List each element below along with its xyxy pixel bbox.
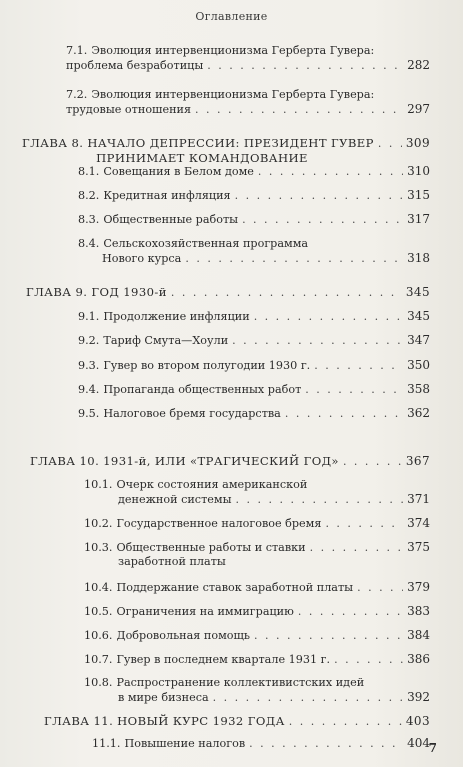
toc-page-number: 350: [407, 358, 430, 372]
toc-entry-9-2[interactable]: 9.2. Тариф Смута—Хоули . . . 347: [78, 333, 430, 348]
toc-page-number: 358: [407, 382, 430, 396]
toc-entry-8-1[interactable]: 8.1. Совещания в Белом доме . . . 310: [78, 164, 430, 179]
toc-page-number: 318: [407, 251, 430, 265]
toc-entry-title-cont: денежной системы: [118, 493, 232, 506]
toc-entry-10-4[interactable]: 10.4. Поддержание ставок заработной платы . . . 379: [84, 580, 430, 595]
toc-chapter-11[interactable]: ГЛАВА 11. НОВЫЙ КУРС 1932 ГОДА . . . 403: [44, 714, 430, 729]
toc-chapter-8[interactable]: ГЛАВА 8. НАЧАЛО ДЕПРЕССИИ: ПРЕЗИДЕНТ ГУВЕР . . . 309 ПРИНИМАЕТ КОМАНДОВАНИЕ: [22, 136, 430, 165]
toc-entry-title: Общественные работы и ставки: [116, 541, 306, 554]
toc-entry-title: Повышение налогов: [124, 737, 246, 750]
toc-entry-title-cont: заработной платы: [118, 555, 226, 568]
toc-entry-title: Поддержание ставок заработной платы: [116, 581, 354, 594]
toc-page-number: 347: [407, 333, 430, 347]
toc-page-number: 345: [407, 309, 430, 323]
toc-page-number: 315: [407, 188, 430, 202]
toc-entry-11-1[interactable]: 11.1. Повышение налогов . . . 404: [92, 736, 430, 751]
toc-entry-10-6[interactable]: 10.6. Добровольная помощь . . . 384: [84, 628, 430, 643]
toc-entry-title-cont: Нового курса: [102, 252, 182, 265]
toc-entry-title: Эволюция интервенционизма Герберта Гувера:: [91, 88, 375, 101]
toc-entry-title: Тариф Смута—Хоули: [103, 334, 229, 347]
toc-entry-8-4[interactable]: 8.4. Сельскохозяйственная программа Нового курса . . . 318: [78, 237, 430, 266]
toc-page-number: 403: [405, 714, 430, 728]
toc-chapter-title: НАЧАЛО ДЕПРЕССИИ: ПРЕЗИДЕНТ ГУВЕР: [87, 136, 374, 150]
toc-page-number: 371: [407, 492, 430, 506]
toc-entry-title-cont: проблема безработицы: [66, 59, 204, 72]
toc-chapter-10[interactable]: ГЛАВА 10. 1931-й, ИЛИ «ТРАГИЧЕСКИЙ ГОД» . . . 367: [30, 454, 430, 469]
toc-entry-8-2[interactable]: 8.2. Кредитная инфляция . . . 315: [78, 188, 430, 203]
toc-entry-title: Сельскохозяйственная программа: [103, 237, 309, 250]
toc-entry-7-2[interactable]: 7.2. Эволюция интервенционизма Герберта Гувера: трудовые отношения . . . 297: [66, 88, 430, 117]
toc-page-number: 374: [407, 516, 430, 530]
toc-entry-title: Ограничения на иммиграцию: [116, 605, 294, 618]
toc-page-number: 317: [407, 212, 430, 226]
toc-page-number: 384: [407, 628, 430, 642]
running-header: Оглавление: [195, 10, 268, 23]
toc-entry-9-3[interactable]: 9.3. Гувер во втором полугодии 1930 г. . . . 350: [78, 358, 430, 373]
toc-entry-title-cont: в мире бизнеса: [118, 691, 209, 704]
toc-page-number: 404: [407, 736, 430, 750]
toc-chapter-title: НОВЫЙ КУРС 1932 ГОДА: [117, 714, 285, 728]
toc-entry-title: Добровольная помощь: [116, 629, 251, 642]
toc-entry-9-1[interactable]: 9.1. Продолжение инфляции . . . 345: [78, 309, 430, 324]
toc-entry-10-1[interactable]: 10.1. Очерк состояния американской денежной системы . . . 371: [84, 478, 430, 507]
toc-page-number: 282: [407, 58, 430, 72]
toc-entry-title-cont: трудовые отношения: [66, 103, 192, 116]
toc-page-number: 386: [407, 652, 430, 666]
toc-entry-title: Распространение коллективистских идей: [116, 676, 365, 689]
toc-entry-10-5[interactable]: 10.5. Ограничения на иммиграцию . . . 383: [84, 604, 430, 619]
toc-entry-title: Эволюция интервенционизма Герберта Гувера:: [91, 44, 375, 57]
toc-entry-title: Государственное налоговое бремя: [116, 517, 322, 530]
toc-page-number: 309: [405, 136, 430, 150]
toc-page-number: 297: [407, 102, 430, 116]
toc-entry-title: Кредитная инфляция: [103, 189, 231, 202]
toc-page-number: 392: [407, 690, 430, 704]
toc-page-number: 367: [405, 454, 430, 468]
toc-entry-9-4[interactable]: 9.4. Пропаганда общественных работ . . . 358: [78, 382, 430, 397]
toc-page-number: 379: [407, 580, 430, 594]
toc-chapter-9[interactable]: ГЛАВА 9. ГОД 1930-й . . . 345: [26, 285, 430, 300]
toc-entry-title: Гувер во втором полугодии 1930 г.: [103, 359, 311, 372]
toc-page-number: 310: [407, 164, 430, 178]
toc-entry-10-2[interactable]: 10.2. Государственное налоговое бремя . . . 374: [84, 516, 430, 531]
toc-entry-title: Общественные работы: [103, 213, 239, 226]
toc-entry-8-3[interactable]: 8.3. Общественные работы . . . 317: [78, 212, 430, 227]
toc-page-number: 345: [405, 285, 430, 299]
toc-chapter-title: 1931-й, ИЛИ «ТРАГИЧЕСКИЙ ГОД»: [103, 454, 339, 468]
toc-entry-title: Гувер в последнем квартале 1931 г.: [116, 653, 331, 666]
toc-entry-10-7[interactable]: 10.7. Гувер в последнем квартале 1931 г. . . . 386: [84, 652, 430, 667]
toc-entry-title: Продолжение инфляции: [103, 310, 250, 323]
toc-entry-title: Совещания в Белом доме: [103, 165, 254, 178]
toc-entry-10-3[interactable]: 10.3. Общественные работы и ставки . . . 375 заработной платы: [84, 540, 430, 569]
toc-entry-9-5[interactable]: 9.5. Налоговое бремя государства . . . 362: [78, 406, 430, 421]
toc-page-number: 375: [407, 540, 430, 554]
toc-entry-7-1[interactable]: 7.1. Эволюция интервенционизма Герберта Гувера: проблема безработицы . . . 282: [66, 44, 430, 73]
toc-chapter-title-cont: ПРИНИМАЕТ КОМАНДОВАНИЕ: [96, 151, 308, 165]
toc-page-number: 362: [407, 406, 430, 420]
toc-entry-10-8[interactable]: 10.8. Распространение коллективистских идей в мире бизнеса . . . 392: [84, 676, 430, 705]
toc-entry-title: Пропаганда общественных работ: [103, 383, 302, 396]
toc-page-number: 383: [407, 604, 430, 618]
toc-entry-title: Налоговое бремя государства: [103, 407, 281, 420]
page-number: 7: [428, 741, 437, 755]
toc-chapter-title: ГОД 1930-й: [91, 285, 167, 299]
toc-entry-title: Очерк состояния американской: [116, 478, 308, 491]
